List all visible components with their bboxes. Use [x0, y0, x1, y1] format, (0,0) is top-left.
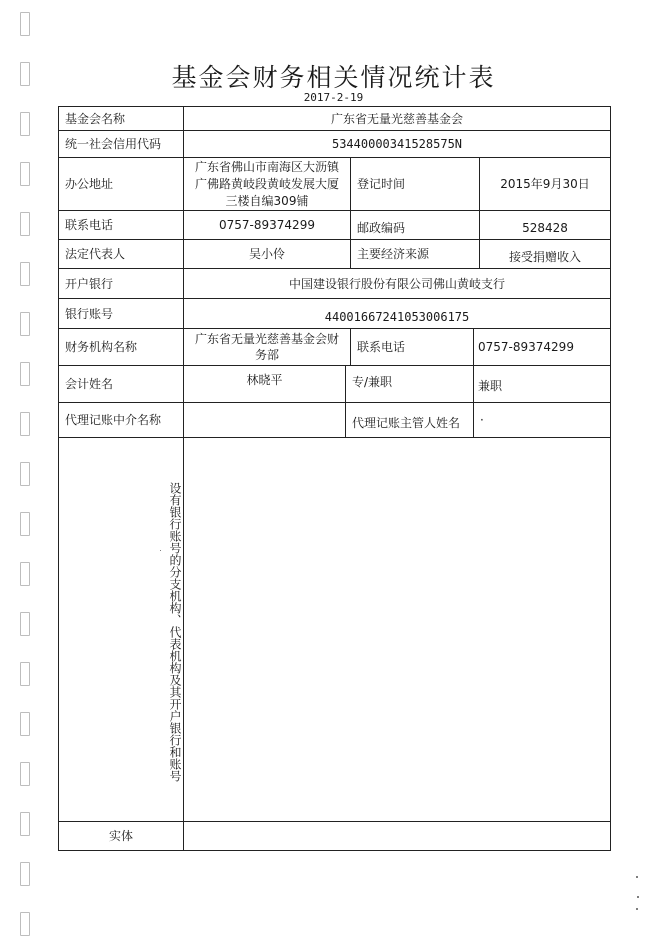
agency-manager-label: 代理记账主管人姓名: [345, 402, 474, 438]
binder-hole: [20, 112, 30, 136]
account-label: 银行账号: [58, 298, 184, 329]
finance-dept-value: 广东省无量光慈善基金会财务部: [183, 328, 351, 366]
employment-label: 专/兼职: [345, 365, 474, 403]
name-label: 基金会名称: [58, 106, 184, 131]
name-value: 广东省无量光慈善基金会: [183, 106, 611, 131]
binder-hole: [20, 662, 30, 686]
binder-hole: [20, 762, 30, 786]
finance-phone-label: 联系电话: [350, 328, 474, 366]
branches-label: 设有银行账号的分支机构、代表机构及其开户银行和账号: [58, 437, 184, 822]
legal-rep-label: 法定代表人: [58, 239, 184, 269]
binder-hole: [20, 262, 30, 286]
income-source-label: 主要经济来源: [350, 239, 480, 269]
finance-dept-label: 财务机构名称: [58, 328, 184, 366]
binder-hole: [20, 862, 30, 886]
postcode-label: 邮政编码: [350, 210, 480, 240]
entity-value: [183, 821, 611, 851]
branches-value: [183, 437, 611, 822]
reg-time-value: 2015年9月30日: [479, 157, 611, 211]
scan-speck: [637, 896, 639, 898]
binder-hole: [20, 562, 30, 586]
accountant-value: 林晓平: [183, 365, 346, 403]
phone-label: 联系电话: [58, 210, 184, 240]
document-title: 基金会财务相关情况统计表: [171, 63, 496, 92]
binder-hole: [20, 12, 30, 36]
accountant-label: 会计姓名: [58, 365, 184, 403]
binder-hole: [20, 712, 30, 736]
scan-speck: [636, 876, 638, 878]
reg-time-label: 登记时间: [350, 157, 480, 211]
binder-hole: [20, 312, 30, 336]
binder-hole: [20, 362, 30, 386]
document-date: 2017-2-19: [303, 91, 364, 104]
scan-speck: [160, 550, 161, 551]
binder-hole: [20, 212, 30, 236]
entity-label: 实体: [58, 821, 184, 851]
agency-manager-value: ·: [473, 402, 611, 438]
agency-value: [183, 402, 346, 438]
postcode-value: 528428: [479, 210, 611, 240]
account-value: 44001667241053006175: [183, 298, 611, 329]
income-source-value: 接受捐赠收入: [479, 239, 611, 269]
binder-hole: [20, 412, 30, 436]
bank-value: 中国建设银行股份有限公司佛山黄岐支行: [183, 268, 611, 299]
binder-hole: [20, 912, 30, 936]
binder-hole: [20, 462, 30, 486]
agency-label: 代理记账中介名称: [58, 402, 184, 438]
employment-value: 兼职: [473, 365, 611, 403]
bank-label: 开户银行: [58, 268, 184, 299]
finance-phone-value: 0757-89374299: [473, 328, 611, 366]
binder-hole: [20, 512, 30, 536]
legal-rep-value: 吴小伶: [183, 239, 351, 269]
phone-value: 0757-89374299: [183, 210, 351, 240]
binder-hole: [20, 612, 30, 636]
address-label: 办公地址: [58, 157, 184, 211]
credit-code-label: 统一社会信用代码: [58, 130, 184, 158]
credit-code-value: 53440000341528575N: [183, 130, 611, 158]
binder-hole: [20, 162, 30, 186]
address-value: 广东省佛山市南海区大沥镇广佛路黄岐段黄岐发展大厦三楼自编309铺: [183, 157, 351, 211]
binder-hole: [20, 812, 30, 836]
scan-speck: [636, 908, 638, 910]
